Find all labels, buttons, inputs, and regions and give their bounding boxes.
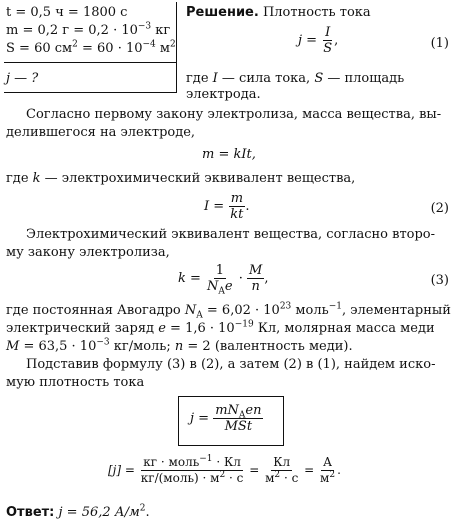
boxed-formula: j = $\frac{mN_Aen}{\text{MSt}}$ <box>190 403 262 434</box>
solution-heading: Решение. Плотность тока <box>186 5 371 20</box>
where-1-line1: где I — сила тока, S — площадь <box>186 71 405 86</box>
constants-line1: где постоянная Авогадро $N_A = 6,02 \cdot 10^{23}$ моль$^{-1}$, элементарный <box>6 301 451 321</box>
where-1-line2: электрода. <box>186 87 261 102</box>
units-check: [j] = $\frac{кг \cdot моль^{-1} \cdot Кл}{кг/(моль) \cdot м^2 \cdot с}$ = $\frac{Кл}{м^2 \cdot с}$ = $\frac{А}{м^2}$ . <box>108 454 341 485</box>
equation-2: I = $\frac{m}{kt}$ . <box>204 191 250 222</box>
equivalent-line1: Электрохимический эквивалент вещества, согласно второ- <box>26 227 435 242</box>
equation-3-number: (3) <box>430 273 449 288</box>
substitution-line1: Подставив формулу (3) в (2), а затем (2) в (1), найдем иско- <box>26 357 436 372</box>
constants-line2: электрический заряд $e = 1,6 \cdot 10^{-19}$ Кл, молярная масса меди <box>6 319 435 336</box>
equation-m-kIt: m = kIt, <box>202 147 256 162</box>
given-bottom-line <box>4 92 177 93</box>
answer: Ответ: j = 56,2 $А/м^2$. <box>6 503 150 520</box>
equation-2-number: (2) <box>430 201 449 216</box>
equation-3: k = $\frac{1}{N_Ae}$ · $\frac{M}{n}$ , <box>178 263 269 297</box>
where-2: где k — электрохимический эквивалент вещества, <box>6 171 356 186</box>
given-find: j — ? <box>6 71 39 86</box>
given-m: m = 0,2 $г = 0,2 \cdot 10^{-3}$ кг <box>6 21 171 38</box>
given-t: t = 0,5 ч = 1800 с <box>6 5 128 20</box>
equation-1-number: (1) <box>430 36 449 51</box>
first-law-line1: Согласно первому закону электролиза, масса вещества, вы- <box>26 107 442 122</box>
substitution-line2: мую плотность тока <box>6 375 145 390</box>
given-S: S = 60 $см^2 = 60 \cdot 10^{-4}$ $м^2$ <box>6 39 176 56</box>
equivalent-line2: му закону электролиза, <box>6 245 170 260</box>
given-divider <box>4 62 176 63</box>
constants-line3: $M = 63,5 \cdot 10^{-3}$ кг/моль; n = 2 (валентность меди). <box>6 337 353 354</box>
first-law-line2: делившегося на электроде, <box>6 125 196 140</box>
equation-1: j = $\frac{I}{S}$ , <box>298 25 339 56</box>
given-vertical-line <box>176 2 177 92</box>
